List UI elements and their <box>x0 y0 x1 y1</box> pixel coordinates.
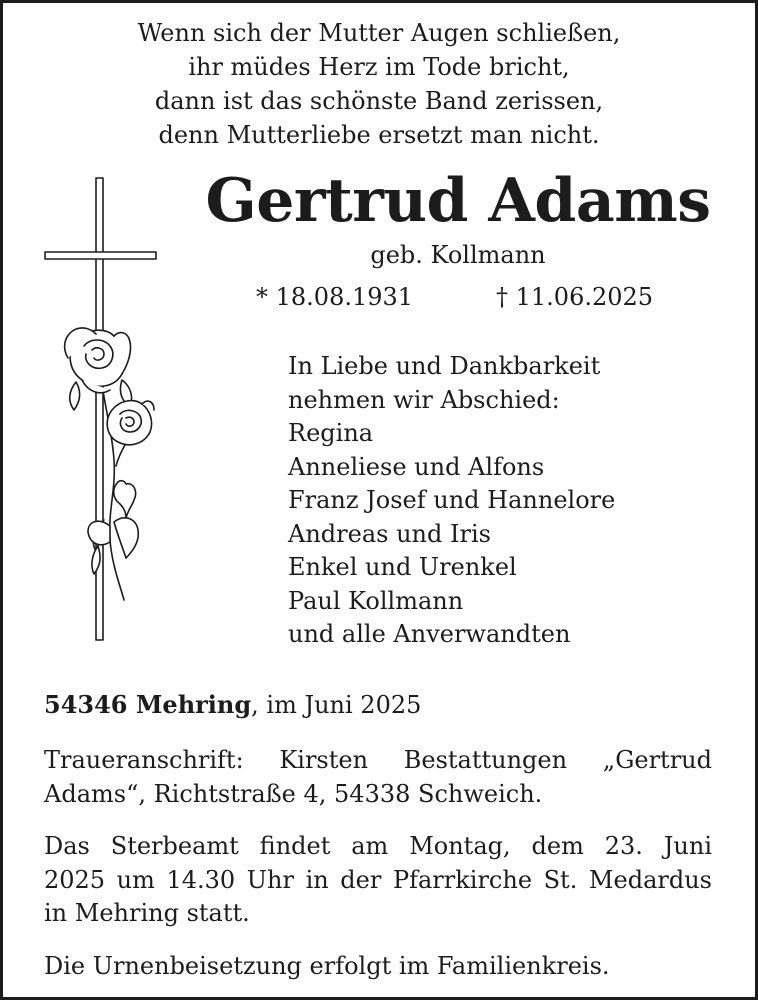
place-bold: 54346 Mehring <box>44 690 252 719</box>
service-line: Das Sterbeamt findet am Montag, dem 23. Juni <box>44 832 712 860</box>
family-line: und alle Anverwandten <box>288 620 571 648</box>
birth-date: * 18.08.1931 <box>256 283 414 311</box>
poem <box>0 16 758 152</box>
burial-line: Die Urnenbeisetzung erfolgt im Familienkreis. <box>44 952 610 980</box>
service-line: in Mehring statt. <box>44 899 250 927</box>
burial-info <box>44 950 712 984</box>
family-line: Regina <box>288 419 374 447</box>
family-line: In Liebe und Dankbarkeit <box>288 352 601 380</box>
cross-with-roses-icon <box>38 170 164 650</box>
poem-line: Wenn sich der Mutter Augen schließen, <box>137 19 621 47</box>
service-info <box>44 830 712 931</box>
mourning-address <box>44 744 712 811</box>
service-line: 2025 um 14.30 Uhr in der Pfarrkirche St. Medardus <box>44 865 712 894</box>
address-line: Adams“, Richtstraße 4, 54338 Schweich. <box>44 779 543 808</box>
poem-line: ihr müdes Herz im Tode bricht, <box>188 53 570 81</box>
place-date <box>44 688 421 722</box>
family-line: Paul Kollmann <box>288 586 464 615</box>
poem-line: dann ist das schönste Band zerissen, <box>154 87 604 115</box>
death-date: † 11.06.2025 <box>496 283 654 311</box>
place-rest: , im Juni 2025 <box>251 691 422 719</box>
deceased-name: Gertrud Adams <box>205 166 711 236</box>
family-line: Anneliese und Alfons <box>288 452 545 481</box>
maiden-name: geb. Kollmann <box>370 241 546 269</box>
family-line: Franz Josef und Hannelore <box>288 486 616 514</box>
family-list <box>288 350 615 652</box>
address-line: Traueranschrift: Kirsten Bestattungen „Gertrud <box>44 746 712 774</box>
poem-line: denn Mutterliebe ersetzt man nicht. <box>158 121 600 149</box>
family-line: Enkel und Urenkel <box>288 553 517 581</box>
family-line: nehmen wir Abschied: <box>288 385 560 414</box>
family-line: Andreas und Iris <box>288 519 491 548</box>
